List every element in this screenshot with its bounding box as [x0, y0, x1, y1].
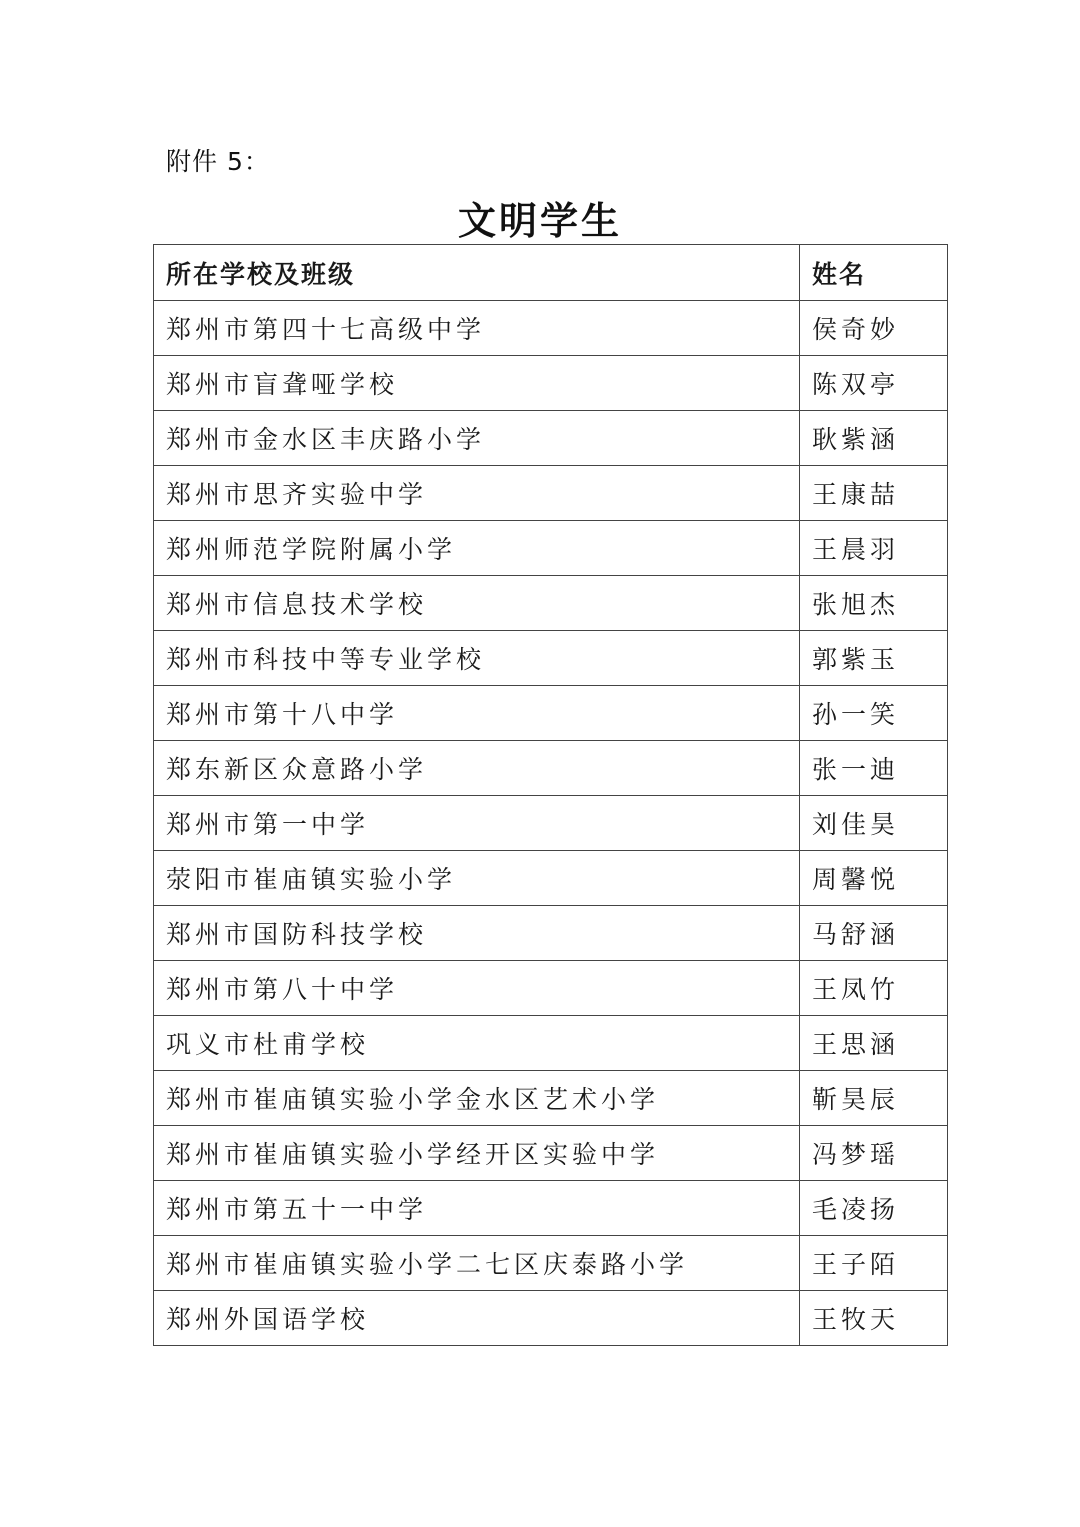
- table-row: [154, 1071, 948, 1126]
- school-cell: 郑州市信息技术学校: [154, 576, 800, 631]
- school-cell: 郑州市崔庙镇实验小学金水区艺术小学: [154, 1071, 800, 1126]
- table-row: [154, 1291, 948, 1346]
- name-cell: 毛凌扬: [800, 1181, 948, 1236]
- name-cell: 张一迪: [800, 741, 948, 796]
- table-row: [154, 741, 948, 796]
- name-cell: 陈双亭: [800, 356, 948, 411]
- school-cell: 郑州市第五十一中学: [154, 1181, 800, 1236]
- name-cell: 冯梦瑶: [800, 1126, 948, 1181]
- school-cell: 郑州市第一中学: [154, 796, 800, 851]
- school-cell: 郑州师范学院附属小学: [154, 521, 800, 576]
- attachment-label: 附件 5：: [166, 147, 270, 176]
- table-row: [154, 1126, 948, 1181]
- table-row: [154, 301, 948, 356]
- name-cell: 孙一笑: [800, 686, 948, 741]
- school-cell: 郑州市盲聋哑学校: [154, 356, 800, 411]
- name-cell: 王晨羽: [800, 521, 948, 576]
- header-name: 姓名: [800, 245, 948, 301]
- name-cell: 王子陌: [800, 1236, 948, 1291]
- table-row: [154, 851, 948, 906]
- school-cell: 荥阳市崔庙镇实验小学: [154, 851, 800, 906]
- table-row: [154, 686, 948, 741]
- table-row: [154, 961, 948, 1016]
- school-cell: 郑州市思齐实验中学: [154, 466, 800, 521]
- name-cell: 张旭杰: [800, 576, 948, 631]
- name-cell: 马舒涵: [800, 906, 948, 961]
- school-cell: 郑州市崔庙镇实验小学经开区实验中学: [154, 1126, 800, 1181]
- table-header-row: [154, 245, 948, 301]
- table-row: [154, 411, 948, 466]
- school-cell: 郑州市第十八中学: [154, 686, 800, 741]
- school-cell: 郑州市国防科技学校: [154, 906, 800, 961]
- school-cell: 郑州外国语学校: [154, 1291, 800, 1346]
- name-cell: 耿紫涵: [800, 411, 948, 466]
- name-cell: 侯奇妙: [800, 301, 948, 356]
- school-cell: 郑州市第八十中学: [154, 961, 800, 1016]
- table-row: [154, 521, 948, 576]
- table-row: [154, 631, 948, 686]
- table-row: [154, 1016, 948, 1071]
- name-cell: 周馨悦: [800, 851, 948, 906]
- table-row: [154, 466, 948, 521]
- student-table: [153, 244, 948, 1346]
- school-cell: 郑州市第四十七高级中学: [154, 301, 800, 356]
- name-cell: 王牧天: [800, 1291, 948, 1346]
- table-row: [154, 796, 948, 851]
- name-cell: 靳昊辰: [800, 1071, 948, 1126]
- name-cell: 刘佳昊: [800, 796, 948, 851]
- table-row: [154, 1236, 948, 1291]
- school-cell: 郑州市科技中等专业学校: [154, 631, 800, 686]
- school-cell: 郑州市崔庙镇实验小学二七区庆泰路小学: [154, 1236, 800, 1291]
- table-row: [154, 906, 948, 961]
- table-row: [154, 1181, 948, 1236]
- table-row: [154, 356, 948, 411]
- table-row: [154, 576, 948, 631]
- name-cell: 王思涵: [800, 1016, 948, 1071]
- school-cell: 郑东新区众意路小学: [154, 741, 800, 796]
- page-title: 文明学生: [457, 199, 622, 243]
- school-cell: 巩义市杜甫学校: [154, 1016, 800, 1071]
- name-cell: 郭紫玉: [800, 631, 948, 686]
- name-cell: 王康喆: [800, 466, 948, 521]
- header-school: 所在学校及班级: [154, 245, 800, 301]
- name-cell: 王凤竹: [800, 961, 948, 1016]
- school-cell: 郑州市金水区丰庆路小学: [154, 411, 800, 466]
